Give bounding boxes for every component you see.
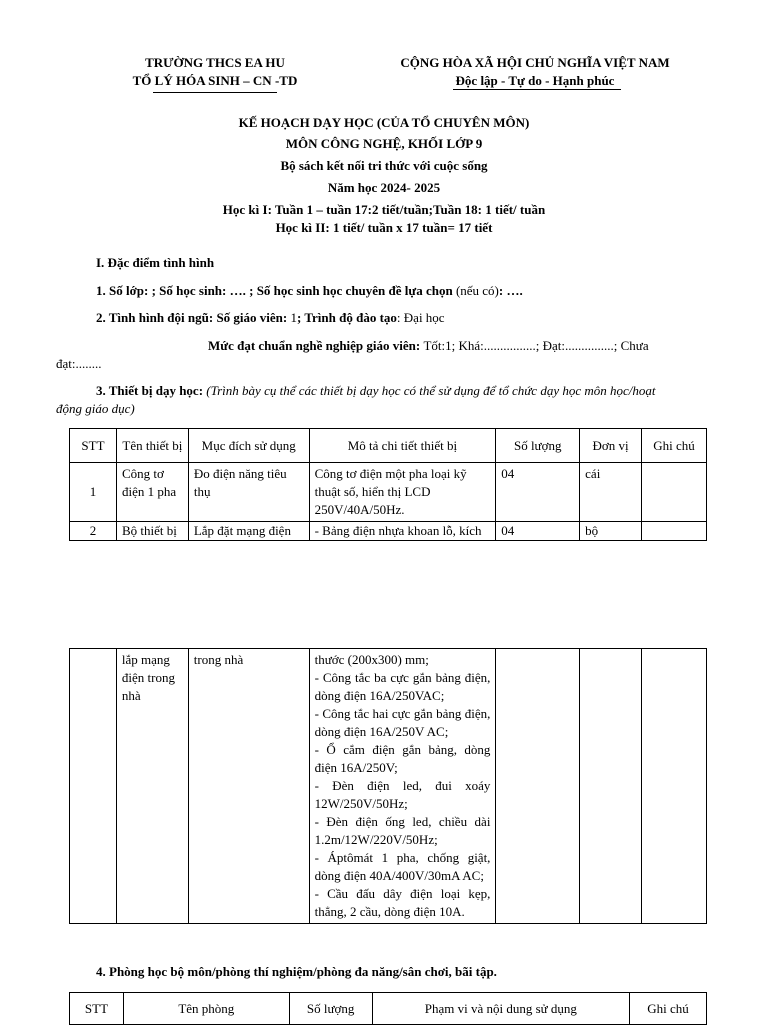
equipment-table [69, 428, 707, 541]
cell-unit: bộ [580, 522, 642, 541]
standards-line2: đạt:........ [56, 356, 102, 371]
item-2-label-degree: ; Trình độ đào tạo [296, 310, 397, 325]
cell-description: Công tơ điện một pha loại kỹ thuật số, hiển thị LCD 250V/40A/50Hz. [309, 463, 496, 522]
col-note: Ghi chú [642, 429, 707, 463]
item-3-desc: (Trình bày cụ thể các thiết bị dạy học có thể sử dụng để tổ chức dạy học môn học/hoạt [206, 383, 656, 398]
col-quantity: Số lượng [496, 429, 580, 463]
cell-equipment-name: Công tơ điện 1 pha [116, 463, 188, 522]
table-header-row [70, 993, 707, 1025]
item-3-desc-line2: động giáo dục) [56, 401, 135, 416]
national-header [380, 54, 690, 90]
item-1 [96, 283, 523, 299]
cell-stt: 1 [70, 463, 117, 522]
col-room-name: Tên phòng [123, 993, 289, 1025]
cell-unit: cái [580, 463, 642, 522]
cell-purpose: Đo điện năng tiêu thụ [188, 463, 309, 522]
item-4: 4. Phòng học bộ môn/phòng thí nghiệm/phòng đa năng/sân chơi, bãi tập. [96, 964, 497, 979]
table-row [70, 463, 707, 522]
cell-description [309, 649, 496, 924]
item-1-tail: : …. [498, 283, 523, 298]
cell-stt: 2 [70, 522, 117, 541]
cell-equipment-name: Bộ thiết bị [116, 522, 188, 541]
desc-line: - Đèn điện led, đui xoáy 12W/250V/50Hz; [314, 778, 491, 811]
col-stt: STT [70, 993, 124, 1025]
subject-title: MÔN CÔNG NGHỆ, KHỐI LỚP 9 [285, 136, 483, 151]
item-1-note: (nếu có) [452, 283, 499, 298]
cell-note [642, 522, 707, 541]
item-3 [96, 383, 712, 399]
col-purpose: Mục đích sử dụng [188, 429, 309, 463]
standards-label: Mức đạt chuẩn nghề nghiệp giáo viên: [208, 338, 424, 353]
header-right-underline [453, 89, 621, 90]
cell-stt [70, 649, 117, 924]
cell-description: - Bảng điện nhựa khoan lỗ, kích [309, 522, 496, 541]
desc-line: - Áptômát 1 pha, chống giật, dòng điện 40A/400V/30mA AC; [314, 850, 491, 883]
textbook-title: Bộ sách kết nối tri thức với cuộc sống [280, 158, 488, 173]
cell-quantity: 04 [496, 463, 580, 522]
section-heading: I. Đặc điểm tình hình [96, 255, 215, 270]
col-quantity: Số lượng [289, 993, 372, 1025]
desc-line: - Ổ cắm điện gắn bảng, dòng điện 16A/250V; [314, 742, 491, 775]
col-description: Mô tả chi tiết thiết bị [309, 429, 496, 463]
semester-1-schedule: Học kì I: Tuần 1 – tuần 17:2 tiết/tuần;Tuần 18: 1 tiết/ tuần [222, 202, 546, 217]
item-3-label: 3. Thiết bị dạy học: [96, 383, 207, 398]
equipment-table-continued [69, 648, 707, 924]
document-title: KẾ HOẠCH DẠY HỌC (CỦA TỔ CHUYÊN MÔN) [238, 115, 530, 130]
header-left-underline [153, 92, 277, 93]
desc-line: thước (200x300) mm; [314, 652, 429, 667]
school-year: Năm học 2024- 2025 [327, 180, 441, 195]
cell-purpose: trong nhà [188, 649, 309, 924]
cell-note [642, 463, 707, 522]
item-2-teacher-count: 1 [290, 310, 297, 325]
desc-line: - Cầu đấu dây điện loại kẹp, thẳng, 2 cầu, dòng điện 10A. [314, 886, 491, 919]
national-motto: Độc lập - Tự do - Hạnh phúc [455, 73, 615, 88]
school-name: TRƯỜNG THCS EA HU [145, 55, 285, 70]
col-equipment-name: Tên thiết bị [116, 429, 188, 463]
item-2b-standards [208, 338, 712, 354]
rooms-table [69, 992, 707, 1025]
desc-line: - Đèn điện ống led, chiều dài 1.2m/12W/220V/50Hz; [314, 814, 491, 847]
cell-purpose: Lắp đặt mạng điện [188, 522, 309, 541]
item-2 [96, 310, 445, 326]
item-2-degree: : Đại học [396, 310, 445, 325]
department-name: TỔ LÝ HÓA SINH – CN -TD [132, 73, 298, 88]
cell-equipment-name: lắp mạng điện trong nhà [116, 649, 188, 924]
table-row [70, 649, 707, 924]
cell-quantity: 04 [496, 522, 580, 541]
cell-quantity [496, 649, 580, 924]
col-stt: STT [70, 429, 117, 463]
col-unit: Đơn vị [580, 429, 642, 463]
cell-unit [580, 649, 642, 924]
semester-2-schedule: Học kì II: 1 tiết/ tuần x 17 tuần= 17 tiết [275, 220, 493, 235]
col-note: Ghi chú [630, 993, 707, 1025]
school-header [105, 54, 325, 90]
table-row [70, 522, 707, 541]
item-2-label-teachers: 2. Tình hình đội ngũ: Số giáo viên: [96, 310, 291, 325]
table-header-row [70, 429, 707, 463]
desc-line: - Công tắc hai cực gắn bảng điện, dòng điện 16A/250V AC; [314, 706, 491, 739]
desc-line: - Công tắc ba cực gắn bảng điện, dòng điện 16A/250VAC; [314, 670, 491, 703]
country-name: CỘNG HÒA XÃ HỘI CHỦ NGHĨA VIỆT NAM [400, 55, 670, 70]
col-scope: Phạm vi và nội dung sử dụng [372, 993, 630, 1025]
cell-note [642, 649, 707, 924]
item-1-bold: 1. Số lớp: ; Số học sinh: …. ; Số học sinh học chuyên đề lựa chọn [96, 283, 453, 298]
standards-values: Tốt:1; Khá:................; Đạt:...............; Chưa [423, 338, 649, 353]
